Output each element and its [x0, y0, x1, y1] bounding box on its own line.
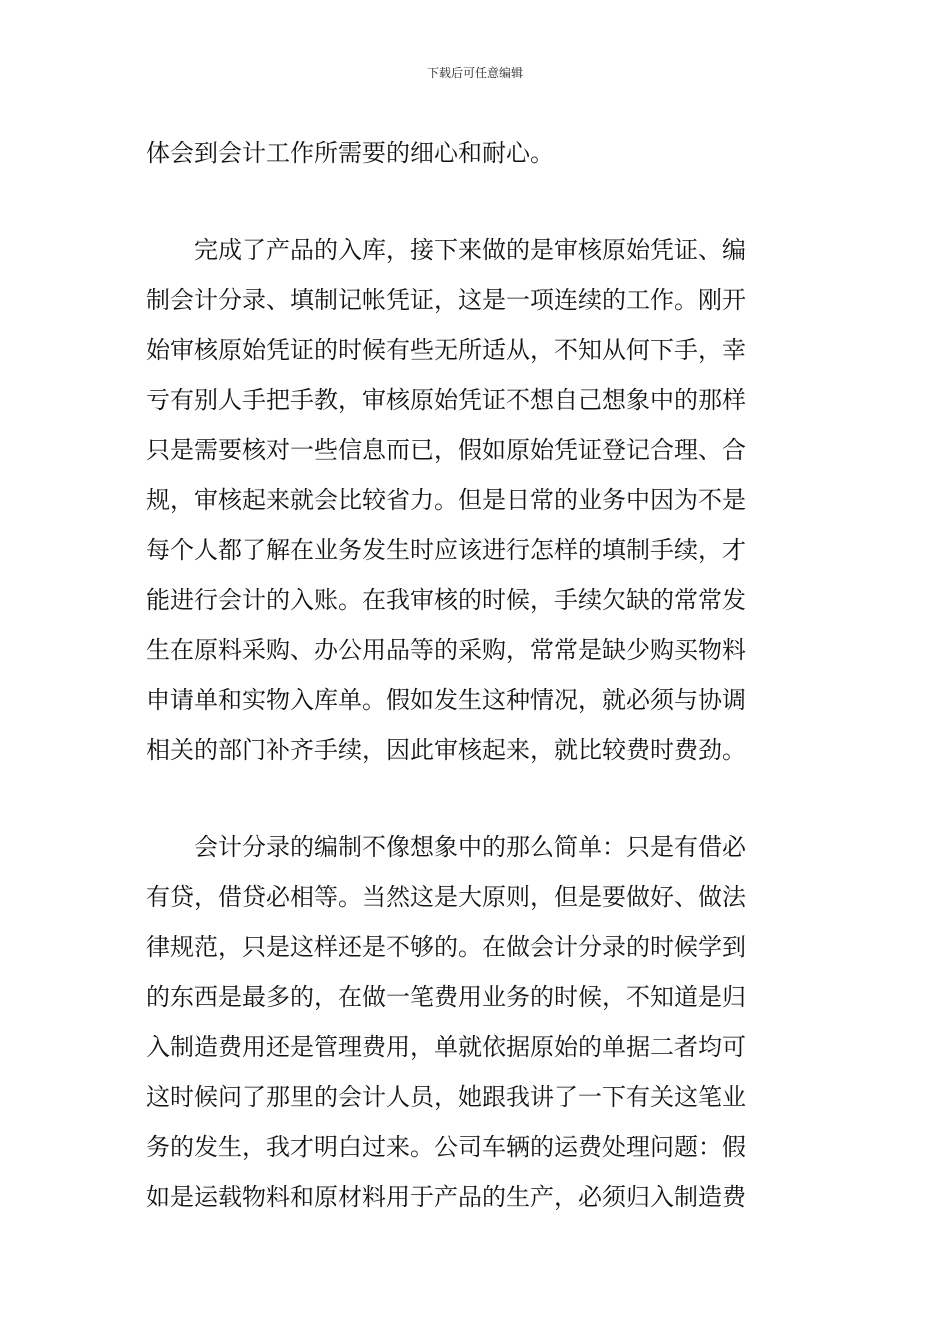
- text-line: 律规范，只是这样还是不够的。在做会计分录的时候学到: [146, 933, 746, 961]
- text-line: 入制造费用还是管理费用，单就依据原始的单据二者均可: [146, 1033, 746, 1061]
- text-line: 亏有别人手把手教，审核原始凭证不想自己想象中的那样: [146, 386, 746, 414]
- text-line: 如是运载物料和原材料用于产品的生产，必须归入制造费: [146, 1183, 746, 1211]
- text-line: 完成了产品的入库，接下来做的是审核原始凭证、编: [146, 236, 746, 264]
- text-line: 规，审核起来就会比较省力。但是日常的业务中因为不是: [146, 486, 746, 514]
- page-header: 下载后可任意编辑: [426, 66, 523, 80]
- text-line: 申请单和实物入库单。假如发生这种情况，就必须与协调: [146, 686, 746, 714]
- text-line: 体会到会计工作所需要的细心和耐心。: [146, 139, 554, 167]
- text-line: 相关的部门补齐手续，因此审核起来，就比较费时费劲。: [146, 736, 746, 764]
- text-line: 能进行会计的入账。在我审核的时候，手续欠缺的常常发: [146, 586, 746, 614]
- text-line: 只是需要核对一些信息而已，假如原始凭证登记合理、合: [146, 436, 746, 464]
- text-line: 务的发生，我才明白过来。公司车辆的运费处理问题：假: [146, 1133, 746, 1161]
- text-line: 会计分录的编制不像想象中的那么简单：只是有借必: [146, 833, 746, 861]
- text-line: 每个人都了解在业务发生时应该进行怎样的填制手续，才: [146, 536, 746, 564]
- text-line: 始审核原始凭证的时候有些无所适从，不知从何下手，幸: [146, 336, 746, 364]
- text-line: 这时候问了那里的会计人员，她跟我讲了一下有关这笔业: [146, 1083, 746, 1111]
- text-line: 生在原料采购、办公用品等的采购，常常是缺少购买物料: [146, 636, 746, 664]
- text-line: 制会计分录、填制记帐凭证，这是一项连续的工作。刚开: [146, 286, 746, 314]
- text-line: 的东西是最多的，在做一笔费用业务的时候，不知道是归: [146, 983, 746, 1011]
- text-line: 有贷，借贷必相等。当然这是大原则，但是要做好、做法: [146, 883, 746, 911]
